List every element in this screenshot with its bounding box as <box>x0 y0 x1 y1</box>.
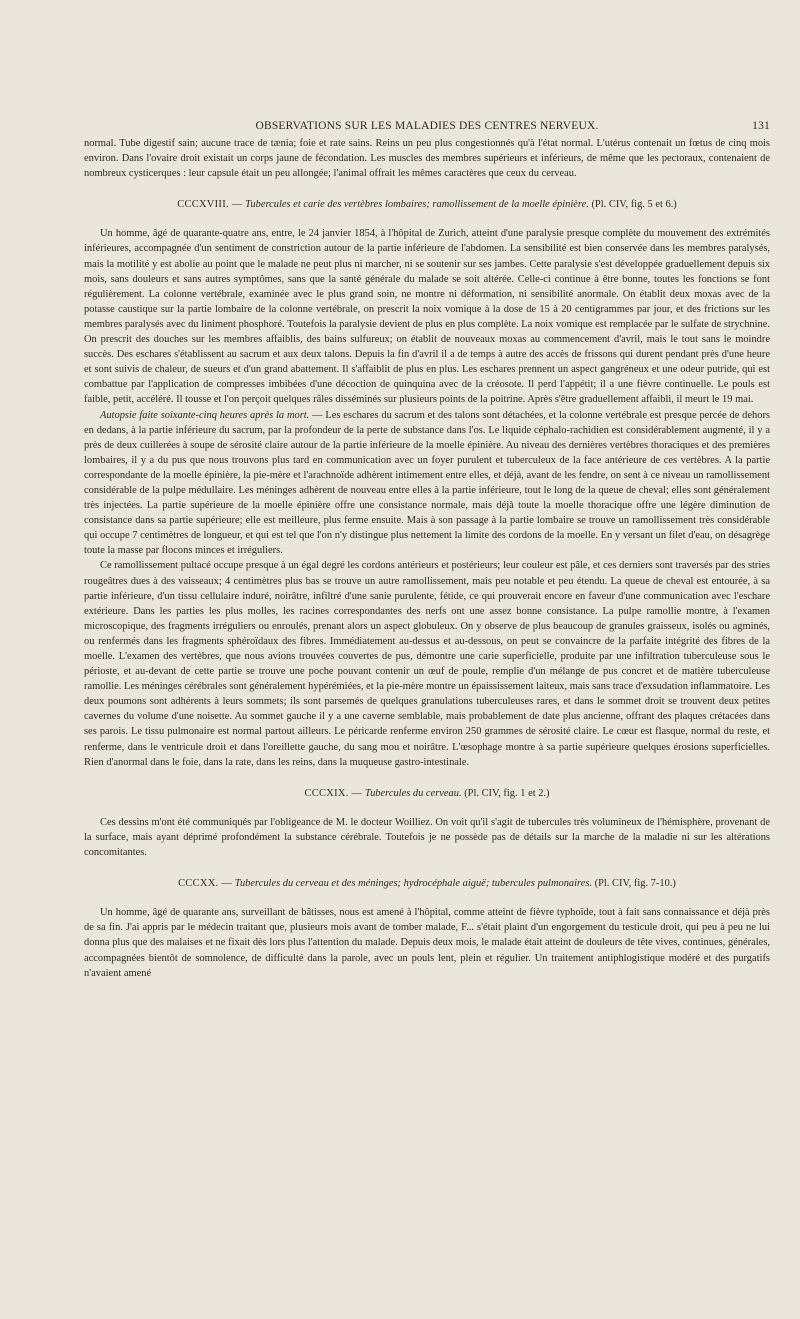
page-number: 131 <box>752 120 770 132</box>
autopsy-paragraph <box>84 408 770 559</box>
case-title: Tubercules du cerveau. <box>364 787 462 799</box>
case-title: Tubercules et carie des vertèbres lombaires; ramollissement de la moelle épinière. <box>245 199 589 211</box>
running-head <box>84 116 770 136</box>
autopsy-lead: Autopsie faite soixante-cinq heures après la mort. <box>100 409 310 421</box>
case-number: CCCXX. — <box>178 878 233 890</box>
case-number: CCCXIX. — <box>304 787 363 799</box>
case-title: Tubercules du cerveau et des méninges; hydrocéphale aiguë; tubercules pulmonaires. <box>234 878 593 890</box>
body-text <box>84 136 770 981</box>
case-paragraph: Un homme, âgé de quarante ans, surveillant de bâtisses, nous est amené à l'hôpital, comme atteint de fièvre typhoïde, tout à fait sans connaissance et déjà près de sa fin. J'ai appris par le médecin traitant que, plusieurs mois avant de tomber malade, F... s'était plaint d'un engorgement du testicule droit, qui peu à peu ne lui donna plus que des malaises et ne fixait dès lors plus l'attention du malade. Depuis deux mois, le malade était atteint de douleurs de tête vives, continues, générales, accompagnées bientôt de somnolence, de difficulté dans la parole, avec un pouls lent, plein et régulier. Un traitement antiphlogistique modéré et des purgatifs n'avaient amené <box>84 907 770 979</box>
case-paragraph: Ce ramollissement pultacé occupe presque à un égal degré les cordons antérieurs et postérieurs; leur couleur est pâle, et ces derniers sont traversés par des stries rougeâtres dues à des vaisseaux; 4 centimètres plus bas se trouve un autre ramollissement, mais peu notable et peu étendu. La queue de cheval est entourée, à sa partie inférieure, d'un tissu cellulaire induré, noirâtre, infiltré d'une sanie purulente, fétide, ce qui prouverait encore en faveur d'une communication avec l'eschare extérieure. Dans les parties les plus molles, les racines correspondantes des nerfs ont une assez bonne consistance. La pulpe ramollie montre, à l'examen microscopique, des fragments irréguliers ou enroulés, prenant alors un aspect globuleux. On y observe de plus beaucoup de granules graisseux, isolés ou agminés, ou renfermés dans les fragments sphéroïdaux des fibres. Immédiatement au-dessus et au-dessous, on peut se convaincre de la parfaite intégrité des fibres de la moelle. L'examen des vertèbres, que nous avions trouvées couvertes de pus, démontre une carie superficielle, produite par une infiltration tuberculeuse sous le périoste, et au-devant de cette partie se trouve une poche pouvant contenir un œuf de poule, remplie d'un mélange de pus concret et de matière tuberculeuse ramollie. Les méninges cérébrales sont généralement hypérémiées, et la pie-mère montre un épaississement laiteux, mais sans trace d'exsudation inflammatoire. Les deux poumons sont adhérents à leurs sommets; ils sont parsemés de quelques granulations tuberculeuses rares, et dans le sommet droit se trouvent deux petites cavernes du volume d'une noisette. Au sommet gauche il y a une caverne semblable, mais probablement de date plus ancienne, offrant des plaques crétacées dans ses parois. Le tissu pulmonaire est normal partout ailleurs. Le péricarde renferme environ 250 grammes de sérosité claire. Le cœur est flasque, normal du reste, et renferme, dans le ventricule droit et dans l'oreillette gauche, du sang mou et noirâtre. L'œsophage montre à sa partie supérieure quelques érosions superficielles. Rien d'anormal dans le foie, dans la rate, dans les reins, dans la muqueuse gastro-intestinale. <box>84 560 770 768</box>
plate-reference: (Pl. CIV, fig. 1 et 2.) <box>464 787 550 799</box>
plate-reference: (Pl. CIV, fig. 7-10.) <box>594 878 676 890</box>
case-heading-cccxix <box>84 786 770 801</box>
plate-reference: (Pl. CIV, fig. 5 et 6.) <box>591 199 677 211</box>
case-heading-cccxviii <box>84 197 770 212</box>
autopsy-text: — Les eschares du sacrum et des talons sont détachées, et la colonne vertébrale est presque percée de dehors en dedans, à la partie inférieure du sacrum, par la profondeur de la perte de substance dans l'os. Le liquide céphalo-rachidien est considérablement augmenté, il y a près de deux cuillerées à soupe de sérosité claire autour de la partie inférieure de la moelle épinière. Au niveau des dernières vertèbres thoraciques et des premières lombaires, il y a du pus que nous trouvons plus tard en communication avec un foyer purulent et tuberculeux de la face antérieure de ces vertèbres. A la partie correspondante de la moelle épinière, la pie-mère et l'arachnoïde adhèrent intimement entre elles, et déjà, avant de les fendre, on sent à ce niveau un ramollissement considérable de la pulpe médullaire. Les méninges adhèrent de nouveau entre elles à la partie inférieure, tout le long de la queue de cheval; elles sont généralement très injectées. La partie supérieure de la moelle épinière offre une consistance normale, mais déjà toute la moelle thoracique offre une légère diminution de consistance dans sa partie supérieure; elle est meilleure, plus ferme ensuite. Mais à son passage à la partie lombaire se trouve un ramollissement très considérable qui occupe 7 centimètres de longueur, et qui est tel que l'on n'y distingue plus nettement la limite des cordons de la moelle. En y versant un filet d'eau, on désagrège toute la masse par flocons minces et irréguliers. <box>84 409 770 557</box>
case-number: CCCXVIII. — <box>177 199 243 211</box>
case-paragraph: Ces dessins m'ont été communiqués par l'obligeance de M. le docteur Woilliez. On voit qu'il s'agit de tubercules très volumineux de l'hémisphère, provenant de la surface, mais ayant déprimé profondément la substance cérébrale. Toutefois je ne possède pas de détails sur la marche de la maladie ni sur les altérations concomitantes. <box>84 816 770 859</box>
opening-paragraph: normal. Tube digestif sain; aucune trace de tænia; foie et rate sains. Reins un peu plus congestionnés qu'à l'état normal. L'utérus contenait un fœtus de cinq mois environ. Dans l'ovaire droit existait un corps jaune de fécondation. Les muscles des membres supérieurs et inférieurs, de même que les pectoraux, contenaient de nombreux cysticerques : leur capsule était un peu allongée; l'animal offrait les mêmes caractères que ceux du cerveau. <box>84 138 770 180</box>
case-heading-cccxx <box>84 876 770 891</box>
running-title: OBSERVATIONS SUR LES MALADIES DES CENTRES NERVEUX. <box>255 120 599 132</box>
case-paragraph: Un homme, âgé de quarante-quatre ans, entre, le 24 janvier 1854, à l'hôpital de Zurich, atteint d'une paralysie presque complète du mouvement des extrémités inférieures, accompagnée d'un sentiment de constriction autour de la partie inférieure de l'abdomen. La sensibilité est bien conservée dans les membres paralysés, mais la motilité y est abolie au point que le malade ne peut plus ni marcher, ni se soutenir sur ses jambes. Cette paralysie s'est développée graduellement depuis six mois, sans douleurs et sans autres symptômes, sans que la santé générale du malade se soit altérée. Celle-ci continue à être bonne, toutes les fonctions se font régulièrement. La colonne vertébrale, examinée avec le plus grand soin, ne montre ni déformation, ni sensibilité anormale. On établit deux moxas avec de la potasse caustique sur la partie lombaire de la colonne vertébrale, on prescrit la noix vomique à la dose de 15 à 20 centigrammes par jour, et des frictions sur les membres paralysés avec du liniment phosphoré. Toutefois la paralysie devient de plus en plus complète. La noix vomique est remplacée par le sulfate de strychnine. On prescrit des douches sur les membres affaiblis, des bains sulfureux; on établit de nouveaux moxas au commencement d'avril, mais le tout sans le moindre succès. Des eschares s'établissent au sacrum et aux deux talons. Depuis la fin d'avril il a de temps à autre des accès de frissons qui durent pendant près d'une heure et sont suivis de chaleur, de sueurs et d'un grand abattement. Il s'affaiblit de plus en plus. Les eschares prennent un aspect gangréneux et une odeur putride, qui est combattue par l'application de compresses imbibées d'une décoction de quinquina avec de la créosote. Il perd l'appétit; il a une fièvre continuelle. Le pouls est faible, petit, accéléré. Il tousse et l'on perçoit quelques râles disséminés sur plusieurs points de la poitrine. Après s'être graduellement affaibli, il meurt le 19 mai. <box>84 228 770 406</box>
